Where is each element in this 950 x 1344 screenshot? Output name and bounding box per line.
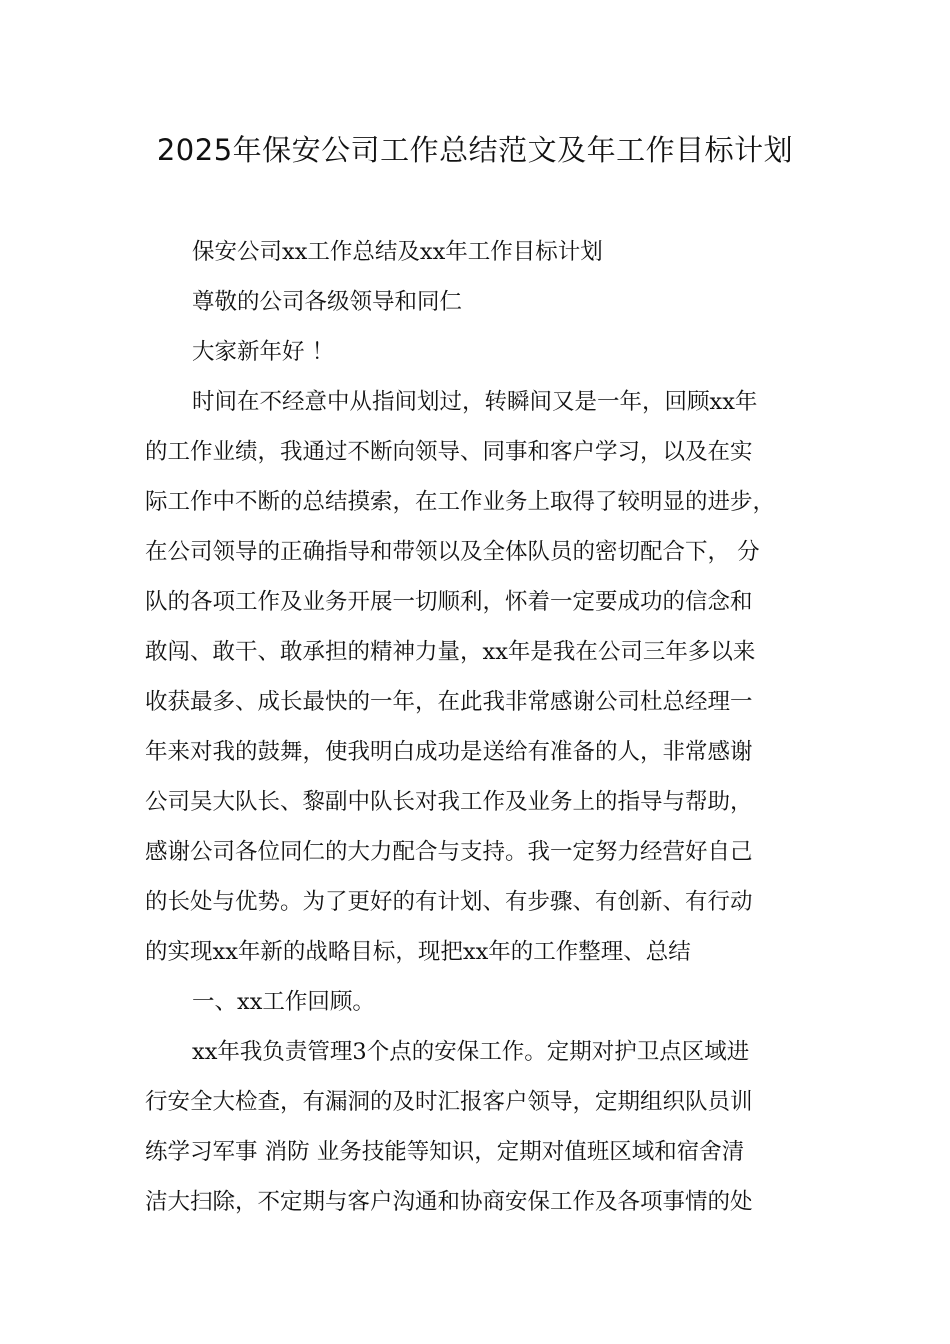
section-heading: 一、xx工作回顾。 xyxy=(192,989,375,1015)
paragraph-line: 练学习军事 消防 业务技能等知识，定期对值班区域和宿舍清 xyxy=(145,1139,745,1165)
paragraph-line: 的工作业绩，我通过不断向领导、同事和客户学习，以及在实 xyxy=(145,439,753,465)
paragraph-line: 敢闯、敢干、敢承担的精神力量，xx年是我在公司三年多以来 xyxy=(145,639,756,665)
paragraph-line: xx年我负责管理3个点的安保工作。定期对护卫点区域进 xyxy=(192,1039,750,1065)
paragraph-line: 感谢公司各位同仁的大力配合与支持。我一定努力经营好自己 xyxy=(145,839,753,865)
paragraph-line: 收获最多、成长最快的一年，在此我非常感谢公司杜总经理一 xyxy=(145,689,753,715)
paragraph-line: 保安公司xx工作总结及xx年工作目标计划 xyxy=(192,239,603,265)
paragraph-line: 的长处与优势。为了更好的有计划、有步骤、有创新、有行动 xyxy=(145,889,753,915)
paragraph-line: 在公司领导的正确指导和带领以及全体队员的密切配合下， 分 xyxy=(145,539,760,565)
paragraph-line: 时间在不经意中从指间划过，转瞬间又是一年，回顾xx年 xyxy=(192,389,758,415)
paragraph-line: 大家新年好 ！ xyxy=(192,339,335,365)
document-body xyxy=(145,227,825,1227)
document-title: 2025年保安公司工作总结范文及年工作目标计划 xyxy=(156,133,794,167)
paragraph-line: 年来对我的鼓舞，使我明白成功是送给有准备的人，非常感谢 xyxy=(145,739,753,765)
paragraph-line: 行安全大检查，有漏洞的及时汇报客户领导，定期组织队员训 xyxy=(145,1089,753,1115)
paragraph-line: 的实现xx年新的战略目标，现把xx年的工作整理、总结 xyxy=(145,939,691,965)
paragraph-line: 尊敬的公司各级领导和同仁 xyxy=(192,289,463,315)
paragraph-line: 队的各项工作及业务开展一切顺利，怀着一定要成功的信念和 xyxy=(145,589,753,615)
paragraph-line: 际工作中不断的总结摸索，在工作业务上取得了较明显的进步， xyxy=(145,489,776,515)
paragraph-line: 洁大扫除，不定期与客户沟通和协商安保工作及各项事情的处 xyxy=(145,1189,753,1215)
paragraph-line: 公司吴大队长、黎副中队长对我工作及业务上的指导与帮助， xyxy=(145,789,753,815)
